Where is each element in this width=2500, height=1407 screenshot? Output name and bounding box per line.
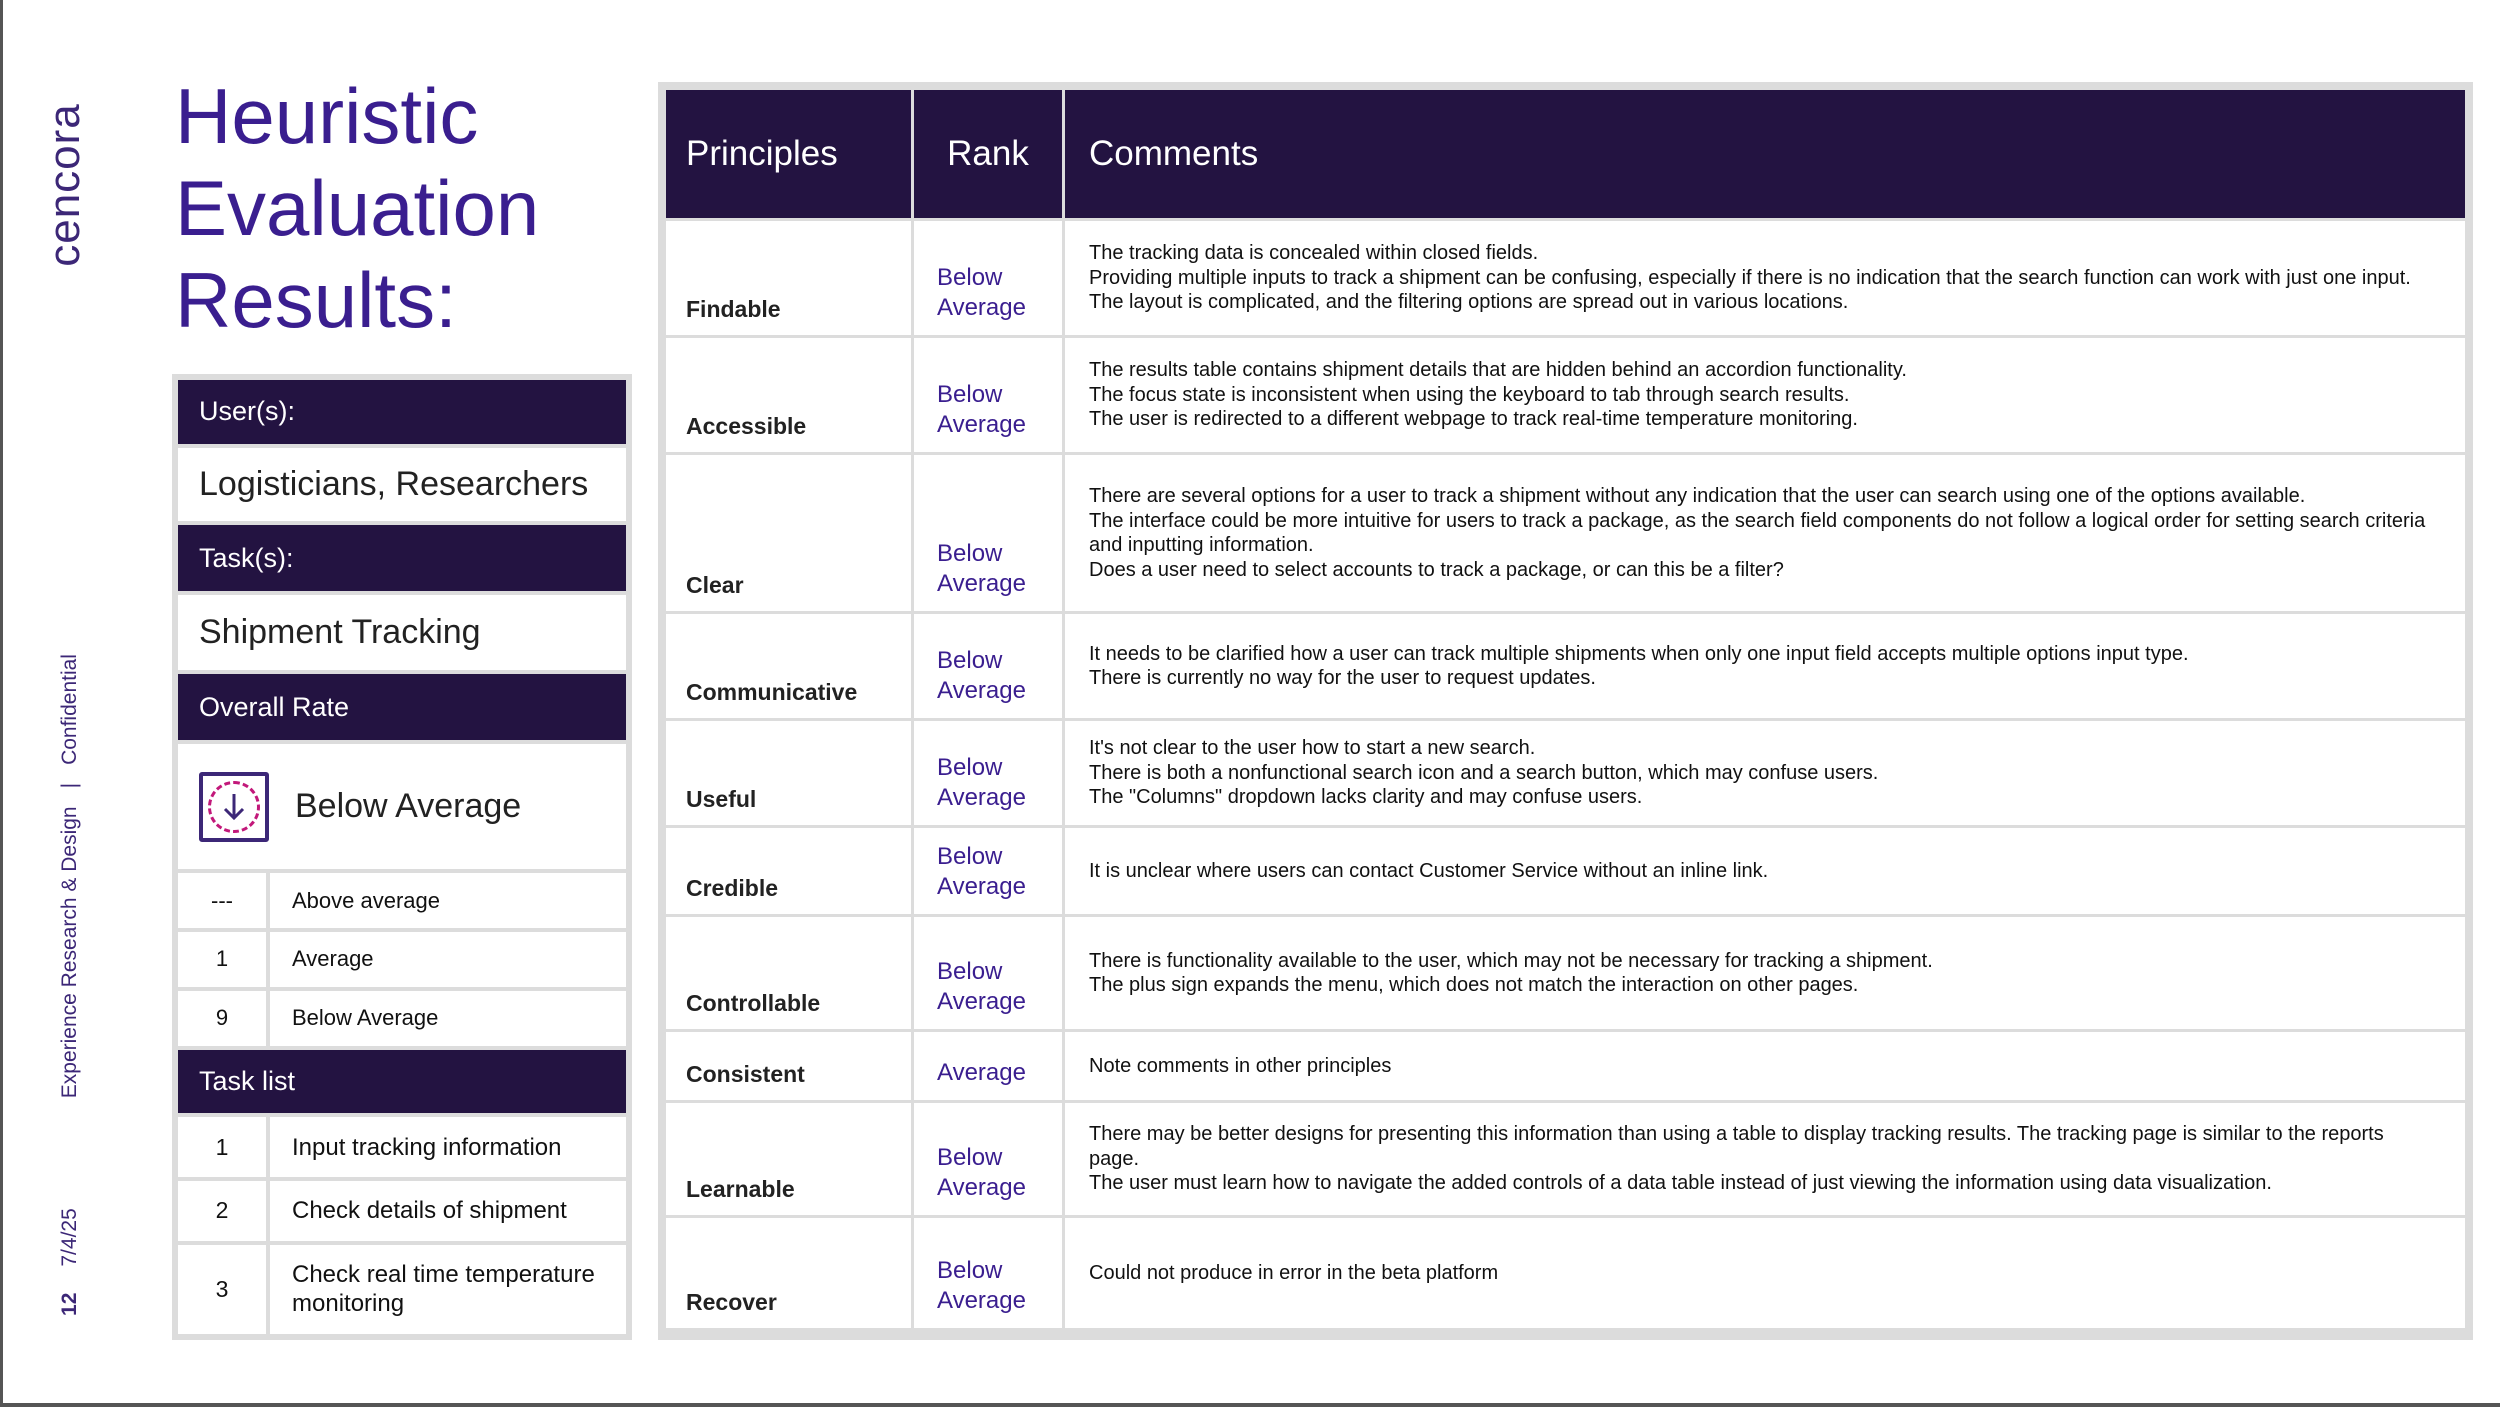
column-header-comments: Comments <box>1065 90 2465 218</box>
task-label: Check real time temperature monitoring <box>270 1245 626 1335</box>
legend-count: --- <box>178 873 266 928</box>
comments-cell: There are several options for a user to track a shipment without any indication that the user can search using one of the options available. The interface could be more intuitive for users to track a package, as the search field components do not follow a logical order for setting search criteria and inputting information. Does a user need to select accounts to track a package, or can this be a filter? <box>1065 455 2465 611</box>
legend-row <box>178 932 626 987</box>
principle-cell: Controllable <box>666 917 911 1029</box>
brand-wordmark: cencora <box>40 103 89 267</box>
task-number: 2 <box>178 1181 266 1241</box>
task-list-item <box>178 1181 626 1241</box>
column-header-principles: Principles <box>666 90 911 218</box>
rank-cell: Below Average <box>914 1103 1062 1215</box>
download-circle-icon <box>199 772 269 842</box>
comments-cell: There may be better designs for presenting this information than using a table to display tracking results. The tracking page is similar to the reports page. The user must learn how to navigate the added controls of a data table instead of just viewing the information using data visualization. <box>1065 1103 2465 1215</box>
legend-count: 1 <box>178 932 266 987</box>
rank-cell: Below Average <box>914 917 1062 1029</box>
classification-label: Confidential <box>58 654 81 765</box>
rank-cell: Below Average <box>914 455 1062 611</box>
slide-date: 7/4/25 <box>58 1208 81 1267</box>
task-number: 1 <box>178 1117 266 1177</box>
evaluation-summary-panel <box>172 374 632 1340</box>
task-list-item <box>178 1117 626 1177</box>
legend-label: Average <box>270 932 626 987</box>
legend-count: 9 <box>178 991 266 1046</box>
task-list-header: Task list <box>178 1050 626 1114</box>
principle-cell: Consistent <box>666 1032 911 1100</box>
frame-bottom-border <box>0 1403 2500 1407</box>
legend-label: Above average <box>270 873 626 928</box>
principle-cell: Clear <box>666 455 911 611</box>
principle-cell: Learnable <box>666 1103 911 1215</box>
rank-cell: Below Average <box>914 614 1062 718</box>
comments-cell: Note comments in other principles <box>1065 1032 2465 1100</box>
legend-row <box>178 873 626 928</box>
page-title: Heuristic Evaluation Results: <box>175 72 540 344</box>
frame-left-border <box>0 0 3 1407</box>
rank-cell: Below Average <box>914 221 1062 335</box>
principle-cell: Accessible <box>666 338 911 452</box>
task-list-item <box>178 1245 626 1335</box>
principle-cell: Recover <box>666 1218 911 1328</box>
slide-footer <box>40 654 100 1316</box>
users-value: Logisticians, Researchers <box>178 448 626 522</box>
overall-rate-value-row <box>178 744 626 869</box>
comments-cell: There is functionality available to the user, which may not be necessary for tracking a shipment. The plus sign expands the menu, which does not match the interaction on other pages. <box>1065 917 2465 1029</box>
comments-cell: Could not produce in error in the beta platform <box>1065 1218 2465 1328</box>
comments-cell: The results table contains shipment details that are hidden behind an accordion functionality. The focus state is inconsistent when using the keyboard to tab through search results. The user is redirected to a different webpage to track real-time temperature monitoring. <box>1065 338 2465 452</box>
page-number: 12 <box>58 1292 81 1316</box>
brand-logo <box>35 85 95 285</box>
rank-cell: Below Average <box>914 338 1062 452</box>
overall-rate-value: Below Average <box>295 787 522 826</box>
tasks-header: Task(s): <box>178 525 626 591</box>
rank-cell: Below Average <box>914 1218 1062 1328</box>
task-label: Check details of shipment <box>270 1181 626 1241</box>
comments-cell: It's not clear to the user how to start a new search. There is both a nonfunctional search icon and a search button, which may confuse users. The "Columns" dropdown lacks clarity and may confuse users. <box>1065 721 2465 825</box>
principle-cell: Findable <box>666 221 911 335</box>
comments-cell: It needs to be clarified how a user can track multiple shipments when only one input field accepts multiple options input type. There is currently no way for the user to request updates. <box>1065 614 2465 718</box>
users-header: User(s): <box>178 380 626 444</box>
principle-cell: Credible <box>666 828 911 914</box>
rank-cell: Average <box>914 1032 1062 1100</box>
legend-row <box>178 991 626 1046</box>
heuristic-results-table <box>658 82 2473 1340</box>
rank-cell: Below Average <box>914 721 1062 825</box>
department-label: Experience Research & Design <box>58 806 81 1099</box>
overall-rate-header: Overall Rate <box>178 674 626 740</box>
comments-cell: It is unclear where users can contact Customer Service without an inline link. <box>1065 828 2465 914</box>
principle-cell: Useful <box>666 721 911 825</box>
principle-cell: Communicative <box>666 614 911 718</box>
comments-cell: The tracking data is concealed within closed fields. Providing multiple inputs to track a shipment can be confusing, especially if there is no indication that the search function can work with just one input. The layout is complicated, and the filtering options are spread out in various locations. <box>1065 221 2465 335</box>
column-header-rank: Rank <box>914 90 1062 218</box>
legend-label: Below Average <box>270 991 626 1046</box>
task-number: 3 <box>178 1245 266 1335</box>
footer-separator: | <box>58 782 81 789</box>
rank-cell: Below Average <box>914 828 1062 914</box>
task-label: Input tracking information <box>270 1117 626 1177</box>
tasks-value: Shipment Tracking <box>178 595 626 671</box>
